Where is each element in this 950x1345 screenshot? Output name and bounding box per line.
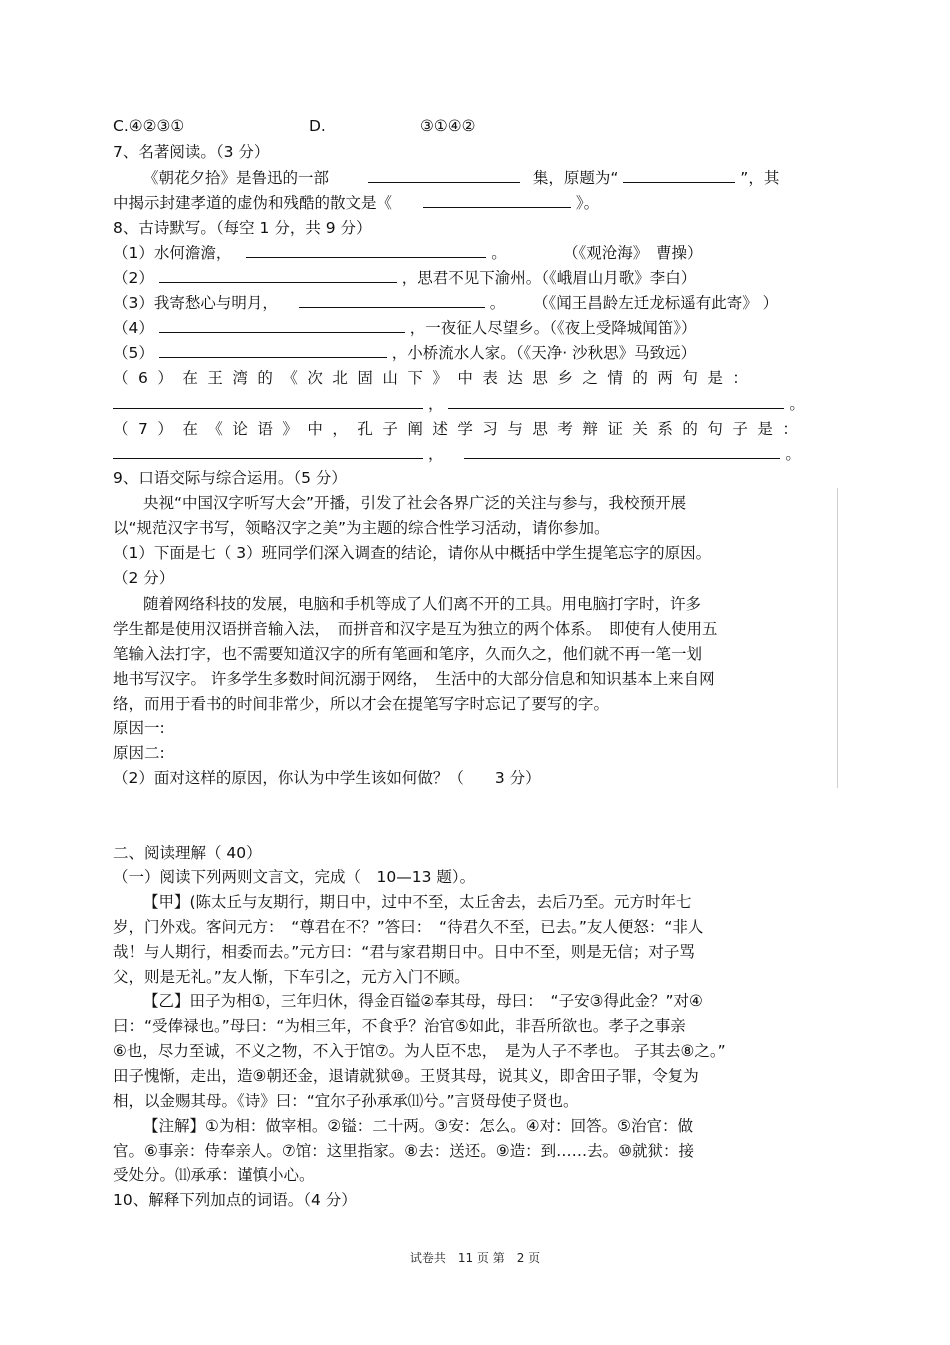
q9-material-2: 学生都是使用汉语拼音输入法， 而拼音和汉字是互为独立的两个体系。 即使有人使用五	[113, 620, 718, 638]
notes-3: 受处分。⑾承承：谨慎小心。	[113, 1166, 315, 1184]
q9-sub-1: （1）下面是七（ 3）班同学们深入调查的结论，请你从中概括中学生提笔忘字的原因。	[113, 544, 712, 562]
q8-line6: （6）在王湾的《次北固山下》中表达思乡之情的两句是：	[113, 369, 758, 387]
q7-line1	[143, 168, 779, 188]
q8-l7-sep: ，	[427, 445, 444, 463]
q9-reason-1: 原因一:	[113, 719, 165, 737]
q8-l2-a: （2）	[113, 269, 154, 287]
q8-l6-end: 。	[789, 395, 805, 413]
q8-blank-4[interactable]	[159, 318, 405, 333]
passage-yi-4: 田子愧惭，走出，造⑨朝还金，退请就狱⑩。王贤其母，说其义，即舍田子罪，令复为	[113, 1067, 699, 1085]
q7-line1-b: 集，原题为“	[532, 169, 619, 187]
q8-blank-6b[interactable]	[448, 394, 784, 409]
notes-2: 官。⑥事亲：侍奉亲人。⑦馆：这里指家。⑧去：送还。⑨造：到……去。⑩就狱：接	[113, 1142, 694, 1160]
q9-material-1: 随着网络科技的发展，电脑和手机等成了人们离不开的工具。用电脑打字时，许多	[143, 595, 702, 613]
q9-reason-2: 原因二:	[113, 744, 165, 762]
q8-blank-6a[interactable]	[113, 394, 423, 409]
q8-blank-7a[interactable]	[113, 444, 423, 459]
q8-line1	[113, 243, 703, 263]
q8-l5-a: （5）	[113, 344, 154, 362]
q7-line2-b: 》。	[575, 194, 600, 212]
part2-title: 二、阅读理解（ 40）	[113, 844, 262, 862]
q9-material-4: 地书写汉字。 许多学生多数时间沉溺于网络， 生活中的大部分信息和知识基本上来自网	[113, 670, 715, 688]
q8-line3	[113, 293, 779, 313]
q8-line7-blanks	[113, 444, 801, 464]
q7-title: 7、名著阅读。（3 分）	[113, 143, 270, 161]
q8-blank-7b[interactable]	[464, 444, 780, 459]
passage-jia-4: 父，则是无礼。”友人惭，下车引之，元方入门不顾。	[113, 968, 470, 986]
q8-line6-blanks	[113, 394, 805, 414]
option-d-label: D.	[309, 117, 326, 135]
q9-para-1: 央视“中国汉字听写大会”开播，引发了社会各界广泛的关注与参与，我校预开展	[143, 494, 687, 512]
q8-line5	[113, 343, 696, 363]
q8-line2	[113, 268, 696, 288]
q9-material-3: 笔输入法打字，也不需要知道汉字的所有笔画和笔序，久而久之，他们就不再一笔一划	[113, 645, 703, 663]
q8-l3-src: （《闻王昌龄左迁龙标遥有此寄》 ）	[533, 294, 779, 312]
q9-material-5: 络，而用于看书的时间非常少，所以才会在提笔写字时忘记了要写的字。	[113, 695, 610, 713]
q8-l4-a: （4）	[113, 319, 154, 337]
passage-yi-2: 曰：“受俸禄也。”母曰：“为相三年，不食乎？治官⑤如此，非吾所欲也。孝子之事亲	[113, 1017, 686, 1035]
q7-blank-1[interactable]	[368, 168, 520, 183]
q8-l7-end: 。	[785, 445, 801, 463]
q8-l5-b: ，小桥流水人家。（《天净· 沙秋思》马致远）	[391, 344, 697, 362]
q8-blank-5[interactable]	[159, 343, 387, 358]
q8-l3-b: 。	[489, 294, 506, 312]
q8-blank-3[interactable]	[299, 293, 485, 308]
q7-blank-2[interactable]	[623, 168, 735, 183]
passage-jia-2: 岁，门外戏。客问元方： “尊君在不？”答曰： “待君久不至，已去。”友人便怒：“非人	[113, 918, 704, 936]
q8-l6-sep: ，	[427, 395, 444, 413]
q8-line7: （7）在《论语》中，孔子阐述学习与思考辩证关系的句子是：	[113, 420, 808, 438]
passage-yi-1: 【乙】田子为相①，三年归休，得金百镒②奉其母，母曰： “子安③得此金？”对④	[143, 992, 703, 1010]
q8-l1-a: （1）水何澹澹，	[113, 244, 232, 262]
q8-l4-b: ，一夜征人尽望乡。（《夜上受降城闻笛》）	[409, 319, 697, 337]
passage-jia-3: 哉！与人期行，相委而去。”元方曰：“君与家君期日中。日中不至，则是无信；对子骂	[113, 943, 695, 961]
q10-title: 10、解释下列加点的词语。（4 分）	[113, 1191, 357, 1209]
q9-sub-1-points: （2 分）	[113, 569, 175, 587]
q9-para-2: 以“规范汉字书写，领略汉字之美”为主题的综合性学习活动，请你参加。	[113, 519, 610, 537]
margin-rule	[837, 488, 838, 788]
q8-l1-b: 。	[491, 244, 507, 262]
q7-line1-a: 《朝花夕拾》是鲁迅的一部	[143, 169, 330, 187]
notes-1: 【注解】①为相：做宰相。②镒：二十两。③安：怎么。④对：回答。⑤治官：做	[143, 1117, 693, 1135]
passage-yi-3: ⑥也，尽力至诚，不义之物，不入于馆⑦。为人臣不忠， 是为人子不孝也。 子其去⑧之。”	[113, 1042, 726, 1060]
q7-line2-a: 中揭示封建孝道的虚伪和残酷的散文是《	[113, 194, 393, 212]
option-c-text: C.④②③①	[113, 117, 185, 135]
q8-line4	[113, 318, 697, 338]
q8-title: 8、古诗默写。（每空 1 分，共 9 分）	[113, 219, 372, 237]
q9-title: 9、口语交际与综合运用。（5 分）	[113, 469, 347, 487]
passage-yi-5: 相，以金赐其母。《诗》曰：“宜尔子孙承承⑾兮。”言贤母使子贤也。	[113, 1092, 579, 1110]
option-c	[113, 116, 476, 136]
q8-blank-2[interactable]	[159, 268, 397, 283]
option-d-text: ③①④②	[420, 117, 476, 135]
passage-jia-1: 【甲】(陈太丘与友期行，期日中，过中不至，太丘舍去，去后乃至。元方时年七	[143, 893, 692, 911]
q8-l3-a: （3）我寄愁心与明月，	[113, 294, 278, 312]
part2-subtitle: （一）阅读下列两则文言文，完成（ 10—13 题）。	[113, 868, 476, 886]
q8-l1-src: （《观沧海》 曹操）	[563, 244, 703, 262]
q9-sub-2: （2）面对这样的原因，你认为中学生该如何做？（ 3 分）	[113, 769, 541, 787]
q7-line2	[113, 193, 599, 213]
q8-blank-1[interactable]	[246, 243, 486, 258]
q7-blank-3[interactable]	[423, 193, 571, 208]
page-footer: 试卷共 11 页 第 2 页	[409, 1251, 541, 1265]
q8-l2-b: ，思君不见下渝州。（《峨眉山月歌》李白）	[401, 269, 697, 287]
q7-line1-c: ”，其	[740, 169, 780, 187]
